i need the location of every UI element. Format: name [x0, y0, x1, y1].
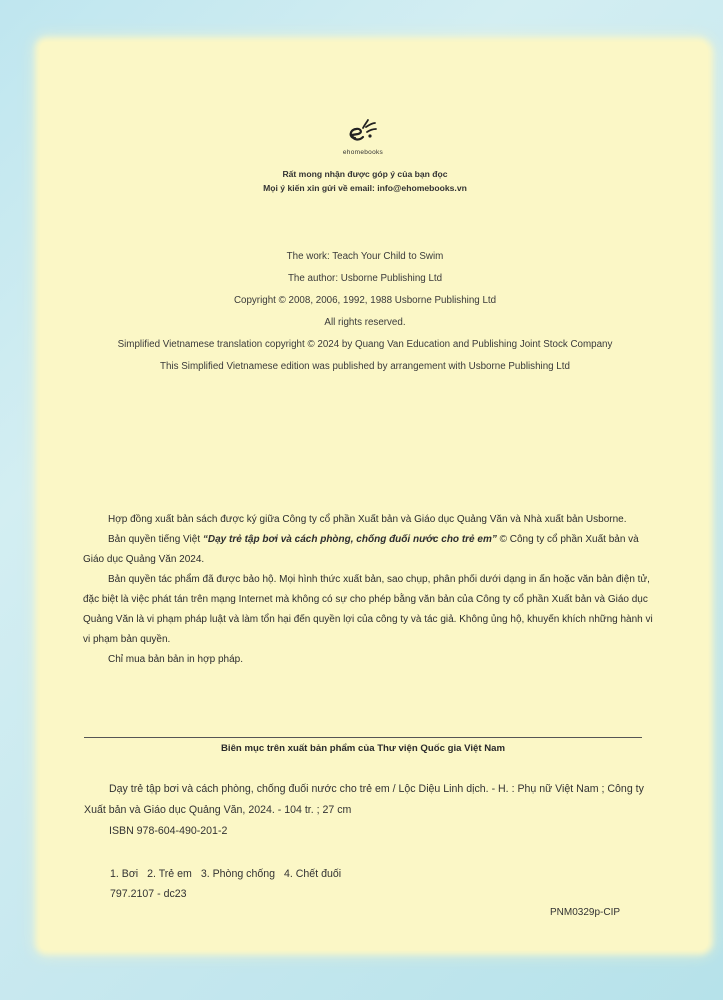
cip-record-text: Dạy trẻ tập bơi và cách phòng, chống đuối nước cho trẻ em / Lộc Diệu Linh dịch. - H. : Phụ nữ Việt Nam ; Công ty Xuất bản và Giáo dục Quảng Văn, 2024. - 104 tr. ; 27 cm	[84, 783, 644, 816]
legal-block	[83, 510, 653, 670]
publisher-logo	[335, 118, 391, 156]
subject-list	[110, 864, 347, 884]
credit-arrangement: This Simplified Vietnamese edition was published by arrangement with Usborne Publishing Ltd	[160, 361, 570, 372]
credit-rights: All rights reserved.	[324, 317, 406, 328]
credit-author: The author: Usborne Publishing Ltd	[287, 273, 443, 284]
legal-contract: Hợp đồng xuất bản sách được ký giữa Công ty cổ phần Xuất bản và Giáo dục Quảng Văn và Nhà xuất bản Usborne.	[108, 514, 627, 525]
credits-block	[60, 246, 670, 378]
credit-translation: Simplified Vietnamese translation copyright © 2024 by Quang Van Education and Publishing Joint Stock Company	[117, 339, 613, 350]
cip-heading: Biên mục trên xuất bản phẩm của Thư viện Quốc gia Việt Nam	[221, 743, 505, 754]
credit-copyright: Copyright © 2008, 2006, 1992, 1988 Usborne Publishing Ltd	[233, 295, 497, 306]
cip-record-code: PNM0329p-CIP	[550, 907, 621, 918]
subject-item: 1. Bơi	[110, 868, 139, 880]
book-title: “Dạy trẻ tập bơi và cách phòng, chống đuối nước cho trẻ em”	[202, 534, 497, 545]
ehomebooks-logo-icon	[345, 118, 381, 148]
cip-divider	[84, 737, 642, 738]
cip-isbn: ISBN 978-604-490-201-2	[109, 825, 228, 837]
feedback-line: Rất mong nhận được góp ý của bạn đọc	[282, 169, 448, 179]
email-link[interactable]: info@ehomebooks.vn	[377, 183, 467, 193]
legal-protection: Bản quyền tác phẩm đã được bảo hộ. Mọi hình thức xuất bản, sao chụp, phân phối dưới dạng in ấn hoặc văn bản điện tử, đặc biệt là việc phát tán trên mạng Internet mà không có sự cho phép bằng văn bản của Công ty cổ phần Xuất bản và Giáo dục Quảng Văn là vi phạm pháp luật và làm tổn hại đến quyền lợi của công ty và tác giả. Không ủng hộ, khuyến khích những hành vi vi phạm bản quyền.	[83, 574, 653, 645]
legal-buy: Chỉ mua bản bản in hợp pháp.	[108, 654, 243, 665]
email-prefix: Mọi ý kiến xin gửi về email:	[263, 183, 378, 193]
cip-subjects	[110, 864, 347, 904]
logo-wordmark: ehomebooks	[342, 149, 384, 156]
legal-copyright: Bản quyền tiếng Việt “Dạy trẻ tập bơi và cách phòng, chống đuối nước cho trẻ em” © Công ty cổ phần Xuất bản và Giáo dục Quảng Văn 2024.	[83, 534, 639, 565]
email-line	[200, 181, 530, 195]
subject-item: 4. Chết đuối	[283, 868, 342, 880]
cip-record	[84, 779, 650, 842]
subject-item: 3. Phòng chống	[200, 868, 276, 880]
subject-item: 2. Trẻ em	[147, 868, 192, 880]
classification-number: 797.2107 - dc23	[110, 888, 187, 900]
feedback-contact	[200, 167, 530, 195]
credit-work: The work: Teach Your Child to Swim	[286, 251, 444, 262]
